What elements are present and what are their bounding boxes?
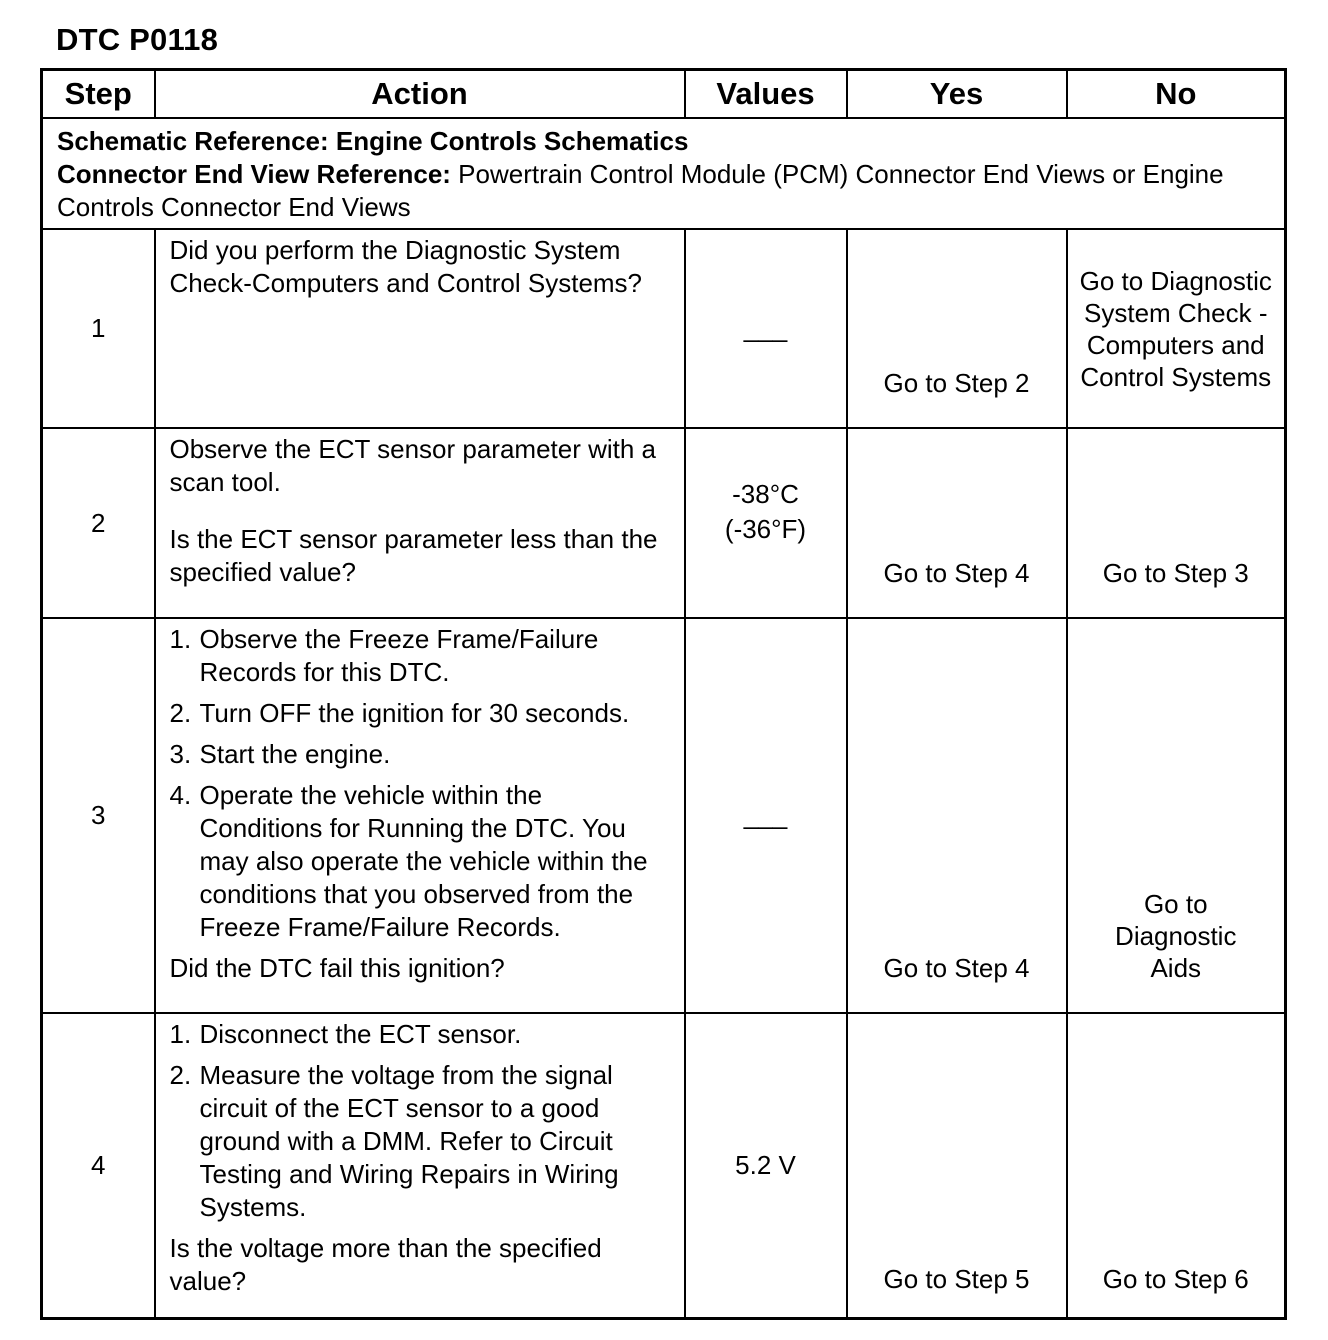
value-cell: 5.2 V bbox=[685, 1013, 847, 1318]
action-question: Did the DTC fail this ignition? bbox=[169, 953, 505, 983]
no-cell bbox=[1067, 229, 1286, 428]
no-cell bbox=[1067, 1013, 1286, 1318]
schematic-reference: Schematic Reference: Engine Controls Schematics bbox=[57, 126, 689, 156]
yes-cell bbox=[847, 618, 1067, 1013]
connector-reference-label: Connector End View Reference: bbox=[57, 159, 451, 189]
action-steps bbox=[170, 1018, 672, 1224]
table-row bbox=[42, 428, 1286, 618]
action-cell bbox=[155, 229, 685, 428]
header-yes: Yes bbox=[847, 70, 1067, 119]
list-item: 2. Measure the voltage from the signal circuit of the ECT sensor to a good ground with a DMM. Refer to Circuit Testing and Wiring Repairs in Wiring Systems. bbox=[169, 1060, 619, 1222]
list-item: 4. Operate the vehicle within the Conditions for Running the DTC. You may also operate the vehicle within the conditions that you observed from the Freeze Frame/Failure Records. bbox=[169, 780, 648, 942]
action-intro: Observe the ECT sensor parameter with a scan tool. bbox=[169, 434, 657, 497]
list-item: 1. Disconnect the ECT sensor. bbox=[169, 1019, 522, 1049]
header-values: Values bbox=[685, 70, 847, 119]
header-step: Step bbox=[42, 70, 155, 119]
value-cell bbox=[685, 428, 847, 618]
step-number: 1 bbox=[42, 229, 155, 428]
yes-action: Go to Step 4 bbox=[883, 953, 1030, 983]
table-row bbox=[42, 618, 1286, 1013]
table-row bbox=[42, 1013, 1286, 1318]
reference-cell bbox=[42, 118, 1286, 229]
value-cell: ___ bbox=[685, 229, 847, 428]
action-question: Is the ECT sensor parameter less than the specified value? bbox=[169, 524, 658, 587]
step-number: 2 bbox=[42, 428, 155, 618]
yes-action: Go to Step 4 bbox=[883, 558, 1030, 588]
yes-action: Go to Step 5 bbox=[883, 1263, 1030, 1294]
step-number: 4 bbox=[42, 1013, 155, 1318]
no-cell bbox=[1067, 428, 1286, 618]
list-item: 3. Start the engine. bbox=[169, 739, 391, 769]
action-question: Did you perform the Diagnostic System Check-Computers and Control Systems? bbox=[169, 235, 643, 298]
reference-row bbox=[42, 118, 1286, 229]
action-cell bbox=[155, 428, 685, 618]
list-item: 2. Turn OFF the ignition for 30 seconds. bbox=[169, 698, 630, 728]
no-action: Go to Diagnostic System Check - Computers and Control Systems bbox=[1079, 265, 1272, 392]
connector-reference-text: Powertrain Control Module (PCM) Connector End Views or Engine Controls Connector End Views bbox=[57, 159, 1224, 222]
yes-cell bbox=[847, 1013, 1067, 1318]
no-action: Go to Step 3 bbox=[1102, 558, 1249, 588]
action-cell bbox=[155, 1013, 685, 1318]
yes-cell bbox=[847, 229, 1067, 428]
header-no: No bbox=[1067, 70, 1286, 119]
list-item: 1. Observe the Freeze Frame/Failure Records for this DTC. bbox=[169, 624, 599, 687]
document-title: DTC P0118 bbox=[56, 22, 219, 57]
yes-cell bbox=[847, 428, 1067, 618]
header-action: Action bbox=[155, 70, 685, 119]
yes-action: Go to Step 2 bbox=[883, 368, 1030, 398]
value-fahrenheit: (-36°F) bbox=[724, 514, 807, 544]
action-steps bbox=[170, 623, 672, 944]
step-number: 3 bbox=[42, 618, 155, 1013]
no-cell bbox=[1067, 618, 1286, 1013]
action-question: Is the voltage more than the specified value? bbox=[169, 1233, 602, 1296]
value-celsius: -38°C bbox=[732, 479, 799, 509]
no-action: Go to Step 6 bbox=[1102, 1263, 1249, 1294]
diagnostic-table bbox=[40, 68, 1287, 1320]
value-cell: ___ bbox=[685, 618, 847, 1013]
table-row bbox=[42, 229, 1286, 428]
no-action: Go to Diagnostic Aids bbox=[1115, 889, 1237, 983]
action-cell bbox=[155, 618, 685, 1013]
header-row bbox=[42, 70, 1286, 119]
